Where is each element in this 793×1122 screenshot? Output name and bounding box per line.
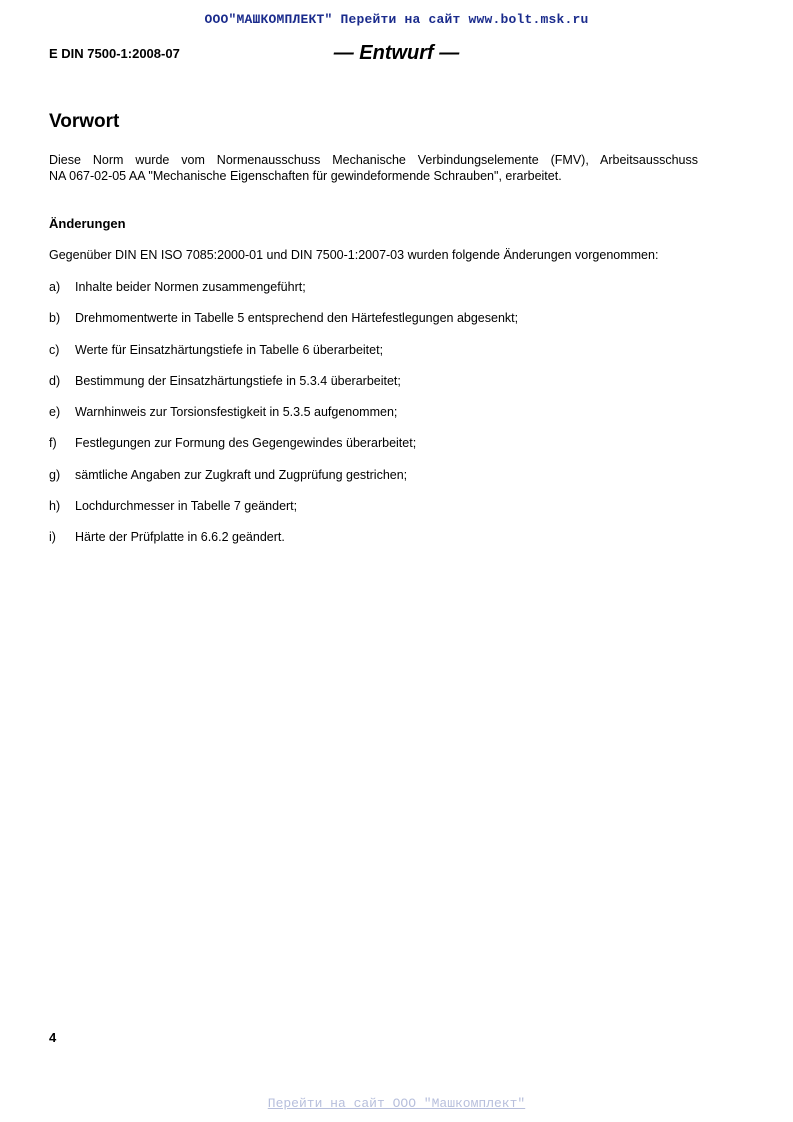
- change-letter: c): [49, 342, 60, 357]
- change-letter: h): [49, 499, 61, 514]
- change-item-c: [49, 342, 749, 373]
- change-item-h: [49, 498, 749, 529]
- change-letter: e): [49, 405, 61, 420]
- changes-intro: Gegenüber DIN EN ISO 7085:2000-01 und DIN 7500-1:2007-03 wurden folgende Änderungen vorgenommen:: [49, 248, 659, 262]
- foreword-heading: Vorwort: [49, 111, 120, 132]
- change-text: Härte der Prüfplatte in 6.6.2 geändert.: [75, 530, 285, 545]
- change-letter: b): [49, 311, 61, 326]
- page-number: 4: [49, 1030, 57, 1045]
- change-text: Festlegungen zur Formung des Gegengewindes überarbeitet;: [75, 436, 417, 451]
- change-text: sämtliche Angaben zur Zugkraft und Zugprüfung gestrichen;: [75, 467, 408, 482]
- foreword-line-2: NA 067-02-05 AA "Mechanische Eigenschaften für gewindeformende Schrauben", erarbeitet.: [49, 169, 562, 183]
- foreword-line-1: Diese Norm wurde vom Normenausschuss Mechanische Verbindungselemente (FMV), Arbeitsausschuss: [49, 153, 698, 167]
- change-text: Bestimmung der Einsatzhärtungstiefe in 5.3.4 überarbeitet;: [75, 373, 401, 388]
- change-item-i: [49, 529, 749, 560]
- top-site-link[interactable]: ООО"МАШКОМПЛЕКТ" Перейти на сайт www.bolt.msk.ru: [204, 12, 589, 27]
- change-text: Werte für Einsatzhärtungstiefe in Tabelle 6 überarbeitet;: [75, 342, 384, 357]
- change-text: Lochdurchmesser in Tabelle 7 geändert;: [75, 499, 298, 514]
- draft-label: — Entwurf —: [333, 42, 460, 64]
- change-letter: a): [49, 280, 61, 294]
- change-item-b: [49, 310, 749, 341]
- change-item-g: [49, 467, 749, 498]
- bottom-site-link[interactable]: Перейти на сайт ООО "Машкомплект": [267, 1096, 526, 1111]
- change-letter: d): [49, 373, 61, 388]
- changes-heading: Änderungen: [49, 216, 126, 231]
- change-letter: i): [49, 530, 56, 545]
- changes-list: [49, 279, 749, 561]
- change-item-a: [49, 279, 749, 310]
- foreword-paragraph: [49, 152, 698, 184]
- change-letter: g): [49, 467, 61, 482]
- change-text: Drehmomentwerte in Tabelle 5 entsprechend den Härtefestlegungen abgesenkt;: [75, 311, 519, 326]
- change-text: Warnhinweis zur Torsionsfestigkeit in 5.3.5 aufgenommen;: [75, 405, 398, 420]
- change-item-e: [49, 404, 749, 435]
- change-item-d: [49, 373, 749, 404]
- change-letter: f): [49, 436, 57, 451]
- change-text: Inhalte beider Normen zusammengeführt;: [75, 280, 306, 294]
- document-id: E DIN 7500-1:2008-07: [49, 46, 180, 61]
- change-item-f: [49, 435, 749, 466]
